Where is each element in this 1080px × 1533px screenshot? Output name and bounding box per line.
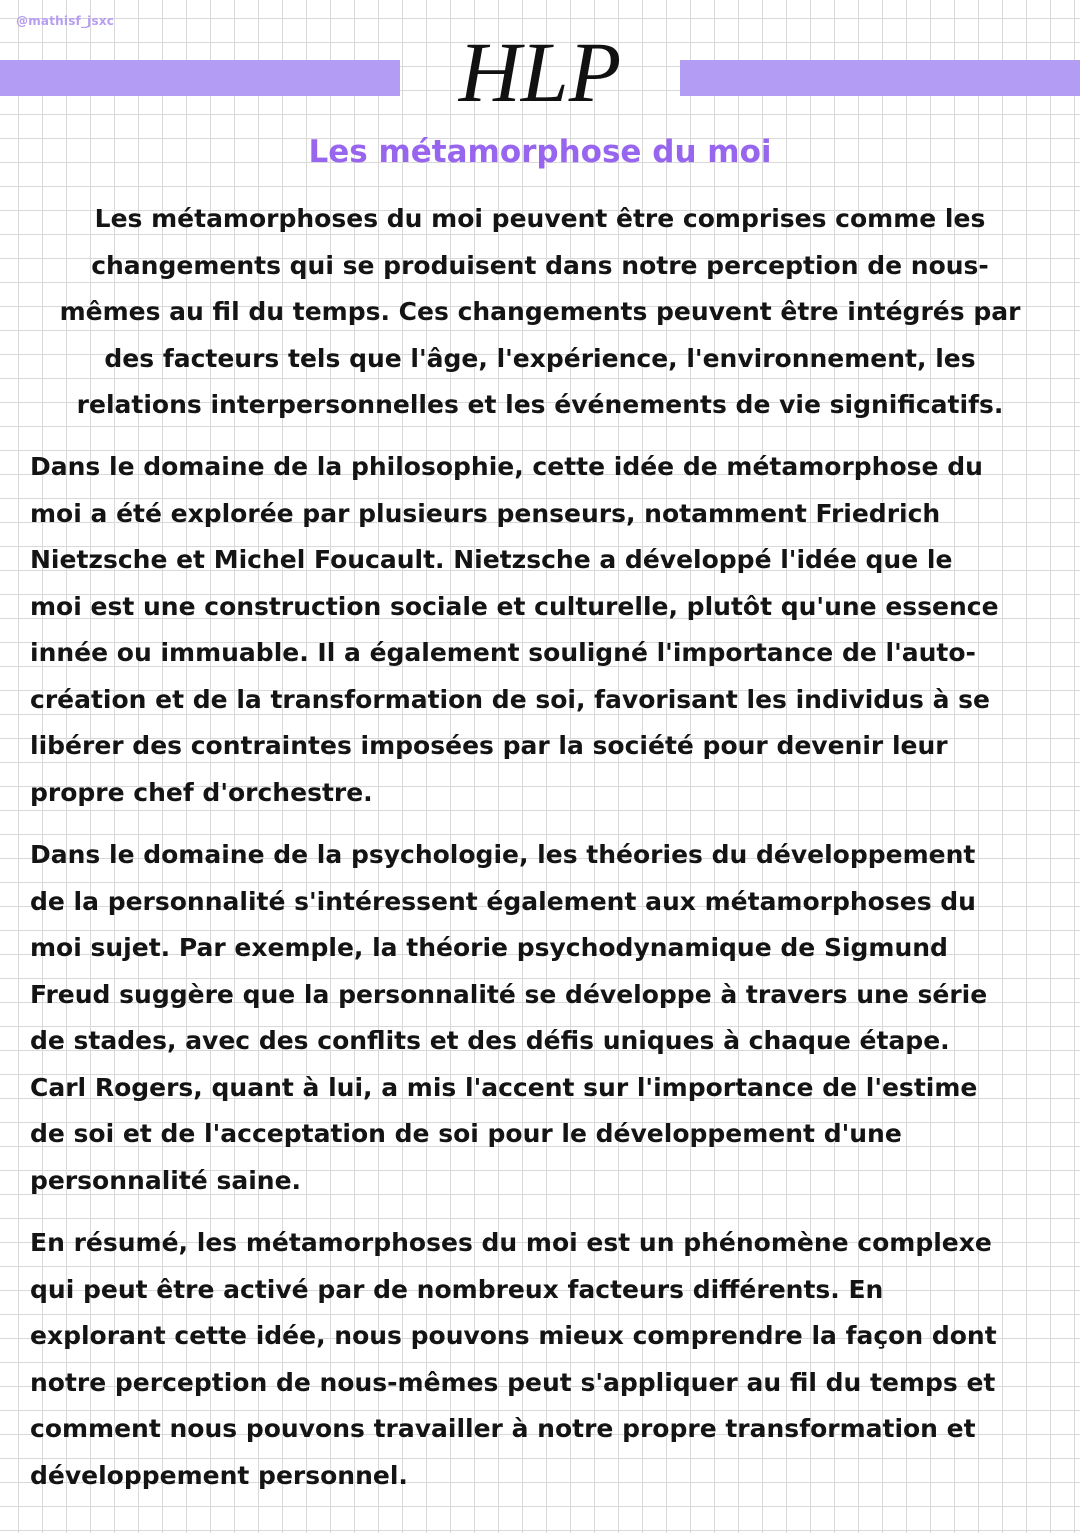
text-line: Freud suggère que la personnalité se développe à travers une série — [30, 979, 988, 1009]
page-subtitle: Les métamorphose du moi — [308, 134, 772, 170]
page-title: HLP — [458, 24, 622, 120]
text-line: relations interpersonnelles et les événements de vie significatifs. — [76, 390, 1004, 419]
header-accent-bar-left — [0, 60, 400, 96]
text-line: création et de la transformation de soi, favorisant les individus à se — [30, 684, 990, 714]
text-line: notre perception de nous-mêmes peut s'appliquer au fil du temps et — [30, 1367, 996, 1397]
text-line: qui peut être activé par de nombreux facteurs différents. En — [30, 1274, 884, 1304]
text-line: libérer des contraintes imposées par la société pour devenir leur — [30, 731, 948, 760]
text-line: mêmes au fil du temps. Ces changements peuvent être intégrés par — [59, 297, 1021, 326]
text-line: Carl Rogers, quant à lui, a mis l'accent sur l'importance de l'estime — [30, 1072, 978, 1102]
text-line: Nietzsche et Michel Foucault. Nietzsche a développé l'idée que le — [30, 545, 953, 574]
text-line: développement personnel. — [30, 1460, 408, 1490]
text-line: Dans le domaine de la philosophie, cette idée de métamorphose du — [30, 452, 983, 481]
text-line: moi est une construction sociale et culturelle, plutôt qu'une essence — [30, 591, 999, 621]
text-line: explorant cette idée, nous pouvons mieux comprendre la façon dont — [30, 1321, 997, 1350]
philosophy-paragraph — [30, 444, 1070, 816]
author-watermark: @mathisf_jsxc — [16, 14, 115, 28]
text-line: de stades, avec des conflits et des défis uniques à chaque étape. — [30, 1026, 950, 1055]
text-line: de la personnalité s'intéressent également aux métamorphoses du — [30, 886, 976, 916]
text-line: propre chef d'orchestre. — [30, 777, 373, 807]
text-line: personnalité saine. — [30, 1165, 302, 1195]
text-line: En résumé, les métamorphoses du moi est un phénomène complexe — [30, 1228, 992, 1257]
text-line: Dans le domaine de la psychologie, les théories du développement — [30, 840, 976, 869]
psychology-paragraph — [30, 832, 1070, 1204]
text-line: des facteurs tels que l'âge, l'expérience, l'environnement, les — [104, 343, 976, 373]
text-line: Les métamorphoses du moi peuvent être comprises comme les — [94, 204, 986, 233]
header-accent-bar-right — [680, 60, 1080, 96]
intro-paragraph — [10, 196, 1070, 429]
summary-paragraph — [30, 1220, 1070, 1499]
text-line: moi a été explorée par plusieurs penseurs, notamment Friedrich — [30, 498, 941, 528]
text-line: de soi et de l'acceptation de soi pour le développement d'une — [30, 1119, 902, 1148]
text-line: comment nous pouvons travailler à notre propre transformation et — [30, 1414, 976, 1443]
text-line: changements qui se produisent dans notre perception de nous- — [91, 250, 989, 280]
text-line: innée ou immuable. Il a également souligné l'importance de l'auto- — [30, 638, 976, 667]
text-line: moi sujet. Par exemple, la théorie psychodynamique de Sigmund — [30, 933, 948, 962]
